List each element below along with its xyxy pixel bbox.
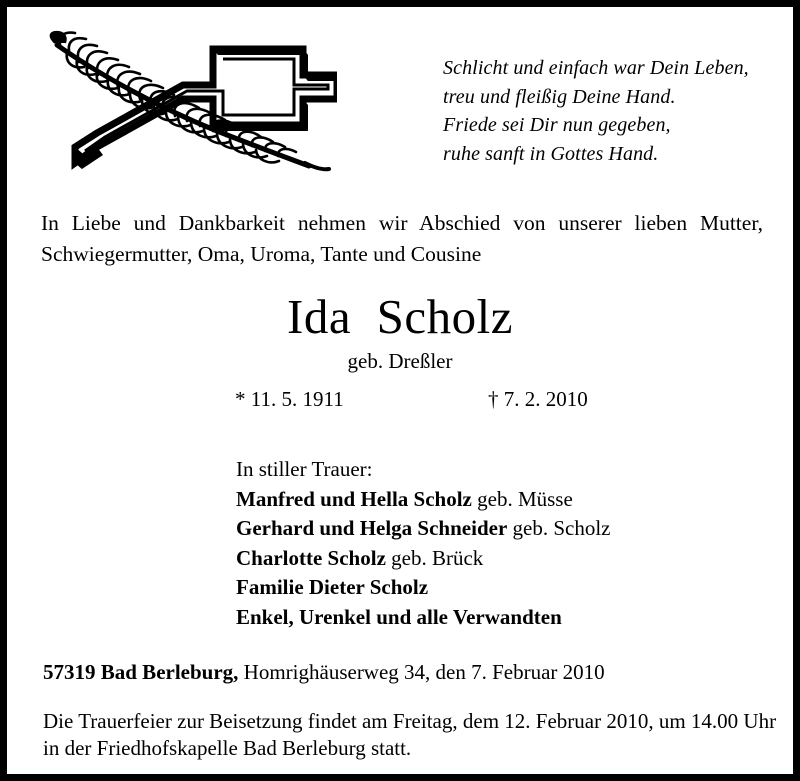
mourner-name: Gerhard und Helga Schneider	[236, 516, 508, 540]
birth-date: * 11. 5. 1911	[235, 387, 344, 411]
mourner-entry	[236, 544, 756, 574]
mourner-maiden-name: geb. Brück	[385, 545, 484, 570]
deceased-maiden-name: geb. Dreßler	[347, 349, 453, 373]
intro-line: Schwiegermutter, Oma, Uroma, Tante und Cousine	[41, 242, 482, 266]
mourner-maiden-name: geb. Müsse	[471, 486, 573, 511]
life-dates	[7, 386, 793, 412]
verse-line: ruhe sanft in Gottes Hand.	[443, 142, 659, 165]
mourner-name: Familie Dieter Scholz	[236, 575, 429, 599]
mourners-heading: In stiller Trauer:	[236, 457, 373, 481]
intro-paragraph	[41, 208, 763, 270]
mourner-name: Charlotte Scholz	[236, 545, 386, 570]
mourner-name: Manfred und Hella Scholz	[236, 486, 472, 511]
death-date: † 7. 2. 2010	[488, 387, 588, 411]
mourner-entry	[236, 603, 756, 633]
verse-line: Friede sei Dir nun gegeben,	[443, 114, 671, 136]
deceased-name: Ida Scholz	[287, 289, 513, 344]
funeral-details-line: Die Trauerfeier zur Beisetzung findet am Freitag, dem 12. Februar 2010, um 14.00 Uhr	[43, 709, 777, 733]
mourner-maiden-name: geb. Scholz	[507, 516, 611, 540]
mourner-name: Enkel, Urenkel und alle Verwandten	[236, 604, 562, 629]
mourners-block	[236, 455, 756, 632]
address-line	[43, 658, 773, 686]
notice-header	[7, 7, 793, 189]
notice-inner	[7, 7, 793, 774]
verse-line: treu und fleißig Deine Hand.	[443, 85, 676, 108]
intro-line: In Liebe und Dankbarkeit nehmen wir Abschied von unserer lieben Mutter,	[41, 211, 763, 235]
cross-with-palm-frond-icon	[37, 29, 337, 174]
mourner-entry	[236, 514, 756, 544]
mourner-entry	[236, 573, 756, 603]
verse-line: Schlicht und einfach war Dein Leben,	[443, 57, 749, 79]
funeral-details-line: in der Friedhofskapelle Bad Berleburg statt.	[43, 736, 412, 760]
address-city: 57319 Bad Berleburg,	[43, 660, 239, 684]
deceased-name-block	[7, 290, 793, 374]
memorial-verse	[443, 54, 773, 168]
mourner-entry	[236, 485, 756, 515]
funeral-details	[43, 708, 777, 762]
address-street-date: Homrighäuserweg 34, den 7. Februar 2010	[238, 660, 605, 684]
